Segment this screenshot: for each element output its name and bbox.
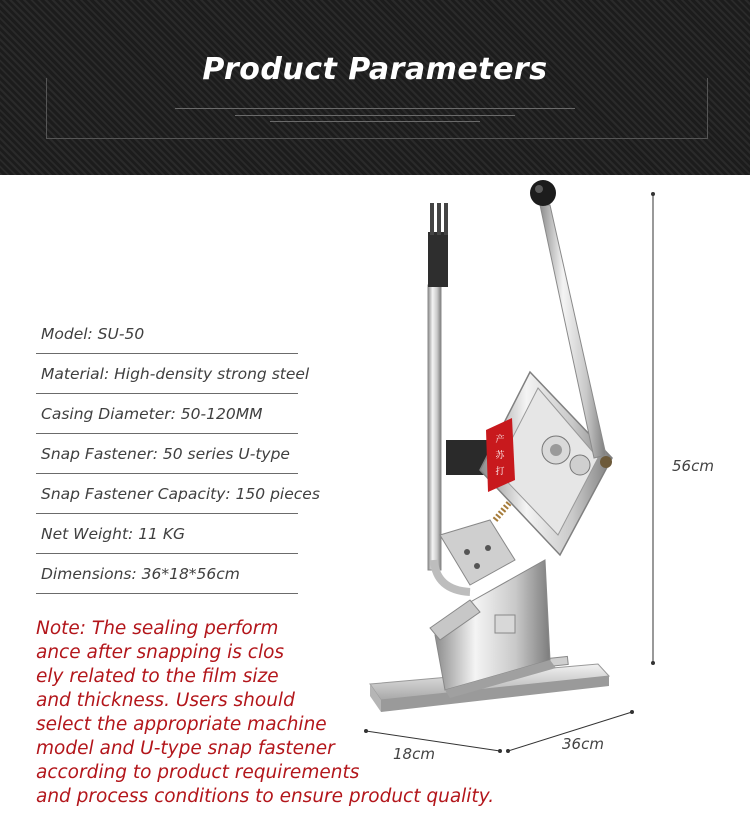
spec-dimensions: Dimensions: 36*18*56cm [36, 554, 298, 594]
spec-casing-diameter: Casing Diameter: 50-120MM [36, 394, 298, 434]
height-label: 56cm [672, 457, 714, 475]
page-title: Product Parameters [202, 52, 548, 87]
note-line: ely related to the film size [36, 666, 279, 687]
spec-snap-fastener: Snap Fastener: 50 series U-type [36, 434, 298, 474]
svg-text:产: 产 [495, 435, 505, 445]
depth-label: 18cm [393, 745, 435, 763]
note-line: Note: The sealing perform [36, 618, 279, 639]
note-line: select the appropriate machine [36, 714, 327, 735]
svg-text:苏: 苏 [495, 451, 505, 461]
svg-text:打: 打 [495, 467, 505, 477]
spec-net-weight: Net Weight: 11 KG [36, 514, 298, 554]
note-line: according to product requirements [36, 762, 360, 783]
note-line: model and U-type snap fastener [36, 738, 335, 759]
note-line: ance after snapping is clos [36, 642, 285, 663]
note-line: and process conditions to ensure product quality. [36, 786, 495, 807]
spec-material: Material: High-density strong steel [36, 354, 298, 394]
note-line: and thickness. Users should [36, 690, 295, 711]
width-label: 36cm [562, 735, 604, 753]
spec-model: Model: SU-50 [36, 314, 298, 354]
spec-fastener-capacity: Snap Fastener Capacity: 150 pieces [36, 474, 298, 514]
crimping-head [440, 490, 520, 585]
height-dimension-line [651, 192, 655, 665]
